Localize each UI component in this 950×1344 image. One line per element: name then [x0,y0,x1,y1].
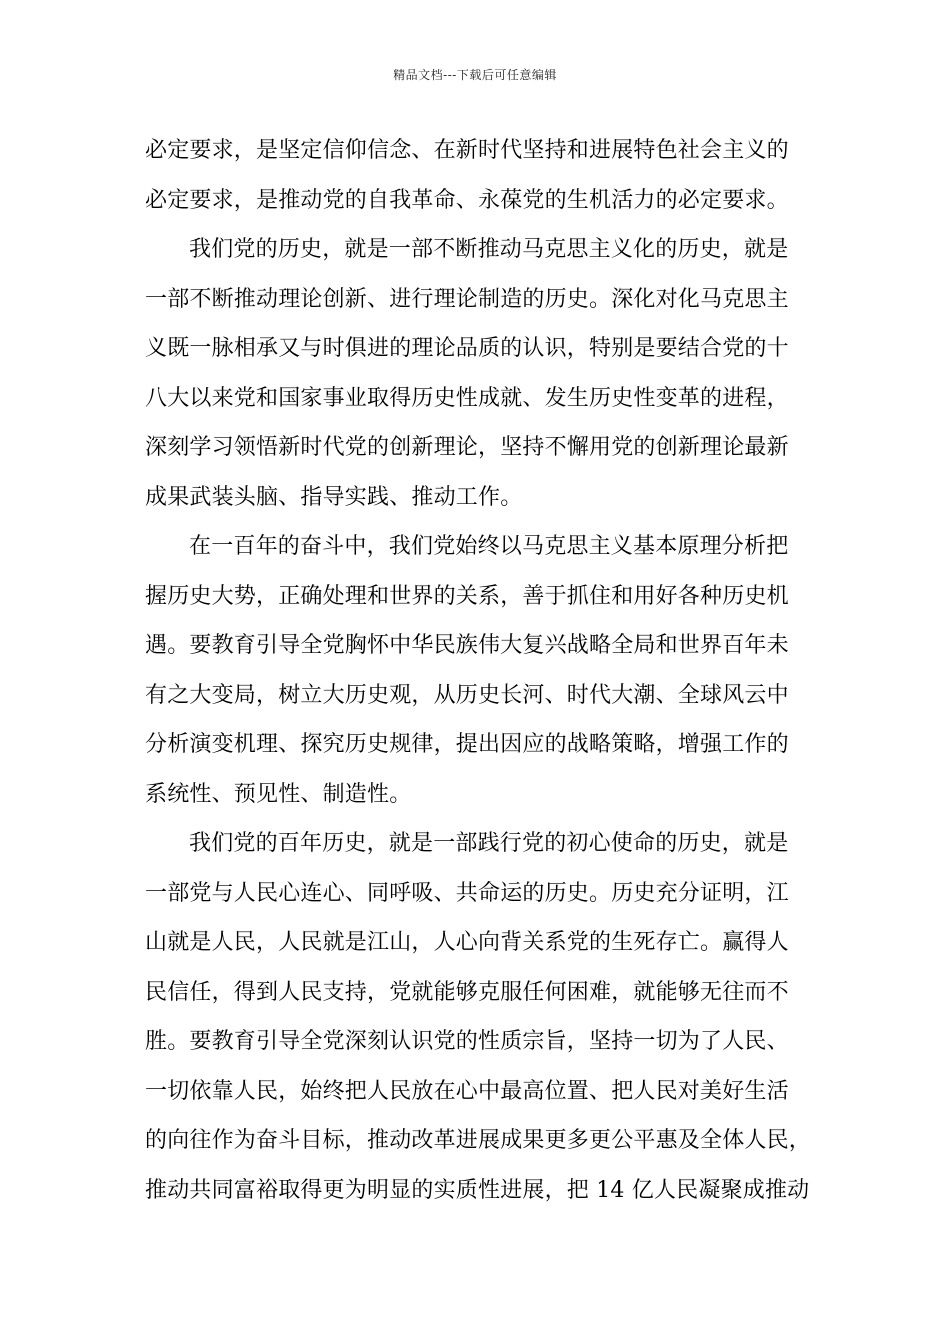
text-line: 必定要求，是坚定信仰信念、在新时代坚持和进展特色社会主义的 [145,138,789,163]
text-line: 分析演变机理、探究历史规律，提出因应的战略策略，增强工作的 [145,732,789,757]
text-line: 握历史大势，正确处理和世界的关系，善于抓住和用好各种历史机 [145,583,789,609]
text-line: 深刻学习领悟新时代党的创新理论，坚持不懈用党的创新理论最新 [145,435,789,460]
text-line: 民信任，得到人民支持，党就能够克服任何困难，就能够无往而不 [145,979,789,1005]
text-line: 成果武装头脑、指导实践、推动工作。 [145,484,523,510]
text-line: 山就是人民，人民就是江山，人心向背关系党的生死存亡。赢得人 [145,930,789,955]
text-line: 有之大变局，树立大历史观，从历史长河、时代大潮、全球风云中 [145,682,789,708]
page-header: 精品文档---下载后可任意编辑 [393,68,557,82]
text-line: 在一百年的奋斗中，我们党始终以马克思主义基本原理分析把 [189,534,789,559]
text-line: 一切依靠人民，始终把人民放在心中最高位置、把人民对美好生活 [145,1078,789,1104]
paragraph [145,819,821,1215]
paragraph [145,522,821,819]
paragraph [145,225,821,522]
text-line: 义既一脉相承又与时俱进的理论品质的认识，特别是要结合党的十 [145,336,789,361]
text-line: 一部党与人民心连心、同呼吸、共命运的历史。历史充分证明，江 [145,880,789,906]
text-line: 遇。要教育引导全党胸怀中华民族伟大复兴战略全局和世界百年未 [145,633,789,658]
text-line: 系统性、预见性、制造性。 [145,781,412,807]
text-line: 我们党的百年历史，就是一部践行党的初心使命的历史，就是 [189,831,789,856]
text-line: 一部不断推动理论创新、进行理论制造的历史。深化对化马克思主 [145,286,789,312]
text-line: 必定要求，是推动党的自我革命、永葆党的生机活力的必定要求。 [145,187,789,213]
paragraph [145,126,821,225]
text-line: 八大以来党和国家事业取得历史性成就、发生历史性变革的进程， [145,385,789,411]
text-line: 推动共同富裕取得更为明显的实质性进展，把 14 亿人民凝聚成推动 [145,1177,810,1203]
document-body [145,126,821,1215]
text-line: 我们党的历史，就是一部不断推动马克思主义化的历史，就是 [189,237,789,262]
text-line: 胜。要教育引导全党深刻认识党的性质宗旨，坚持一切为了人民、 [145,1029,789,1054]
text-line: 的向往作为奋斗目标，推动改革进展成果更多更公平惠及全体人民， [145,1128,812,1153]
